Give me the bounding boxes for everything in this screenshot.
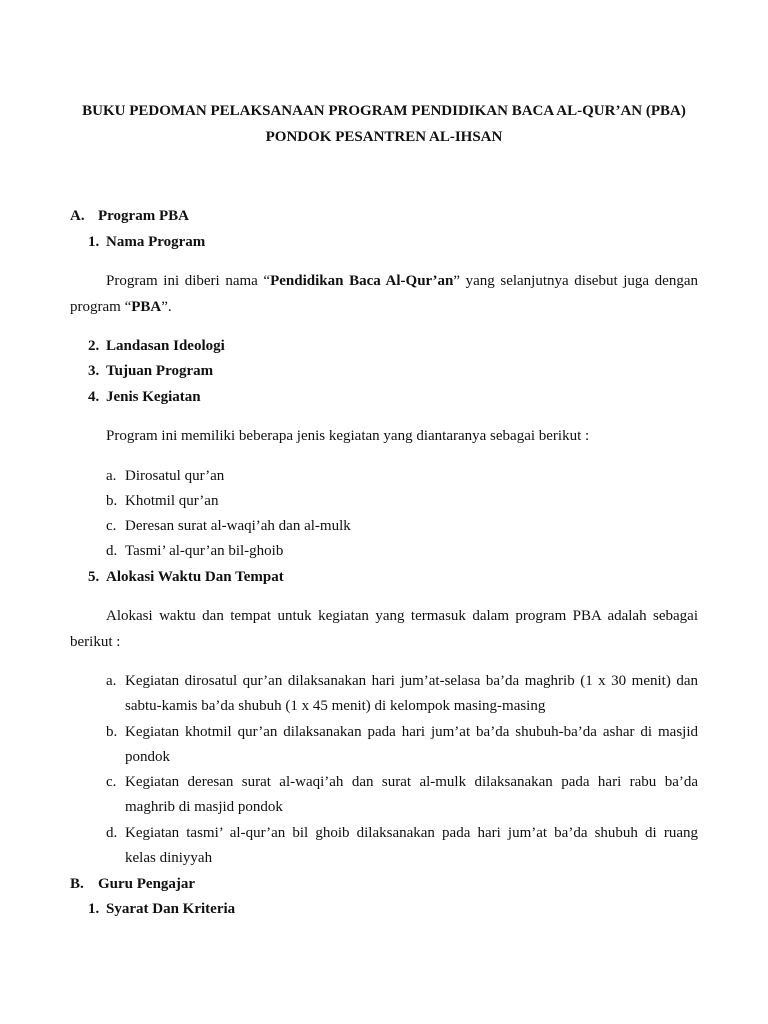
alokasi-intro-line1: Alokasi waktu dan tempat untuk kegiatan yang termasuk dalam program PBA adalah sebagai	[106, 608, 698, 624]
paragraph-nama-program-line2	[70, 298, 172, 316]
item-b1-heading: Syarat Dan Kriteria	[106, 901, 236, 917]
program-abbrev-bold: PBA	[131, 299, 162, 315]
list-item-marker: d.	[106, 825, 118, 841]
section-a-heading: Program PBA	[98, 208, 189, 224]
item-4-number: 4.	[88, 389, 100, 405]
item-1-heading: Nama Program	[106, 234, 206, 250]
paragraph-text: ” yang selanjutnya disebut juga dengan	[453, 273, 698, 289]
item-5-heading: Alokasi Waktu Dan Tempat	[106, 569, 284, 585]
item-4-heading: Jenis Kegiatan	[106, 389, 201, 405]
item-1-number: 1.	[88, 234, 100, 250]
paragraph-text: Program ini diberi nama “	[106, 273, 271, 289]
list-item-marker: d.	[106, 543, 118, 559]
list-item: Deresan surat al-waqi’ah dan al-mulk	[125, 518, 351, 534]
list-item-continuation: pondok	[125, 749, 170, 765]
list-item-marker: a.	[106, 673, 117, 689]
section-b-marker: B.	[70, 876, 84, 892]
paragraph-text: program “	[70, 299, 132, 315]
list-item-marker: b.	[106, 493, 118, 509]
list-item-marker: c.	[106, 518, 117, 534]
item-2-number: 2.	[88, 338, 100, 354]
list-item: Khotmil qur’an	[125, 493, 219, 509]
list-item-continuation: kelas diniyyah	[125, 850, 213, 866]
alokasi-intro-line2: berikut :	[70, 634, 121, 650]
list-item: Tasmi’ al-qur’an bil-ghoib	[125, 543, 284, 559]
list-item-continuation: maghrib di masjid pondok	[125, 799, 283, 815]
list-item-marker: a.	[106, 468, 117, 484]
item-3-number: 3.	[88, 363, 100, 379]
item-b1-number: 1.	[88, 901, 100, 917]
paragraph-nama-program-line1	[106, 272, 698, 290]
doc-title-line2: PONDOK PESANTREN AL-IHSAN	[265, 129, 503, 145]
doc-title-line1: BUKU PEDOMAN PELAKSANAAN PROGRAM PENDIDIKAN BACA AL-QUR’AN (PBA)	[82, 103, 686, 119]
list-item: Kegiatan tasmi’ al-qur’an bil ghoib dilaksanakan pada hari jum’at ba’da shubuh di ruang	[125, 825, 698, 841]
paragraph-text: ”.	[161, 299, 172, 315]
item-5-number: 5.	[88, 569, 100, 585]
program-name-bold: Pendidikan Baca Al-Qur’an	[270, 273, 454, 289]
section-b-heading: Guru Pengajar	[98, 876, 196, 892]
jenis-kegiatan-intro: Program ini memiliki beberapa jenis kegiatan yang diantaranya sebagai berikut :	[106, 428, 590, 444]
list-item: Dirosatul qur’an	[125, 468, 225, 484]
list-item: Kegiatan dirosatul qur’an dilaksanakan hari jum’at-selasa ba’da maghrib (1 x 30 menit) dan	[125, 673, 698, 689]
section-a-marker: A.	[70, 208, 85, 224]
list-item-continuation: sabtu-kamis ba’da shubuh (1 x 45 menit) di kelompok masing-masing	[125, 698, 546, 714]
list-item-marker: c.	[106, 774, 117, 790]
list-item-marker: b.	[106, 724, 118, 740]
list-item: Kegiatan khotmil qur’an dilaksanakan pada hari jum’at ba’da shubuh-ba’da ashar di masjid	[125, 724, 698, 740]
item-2-heading: Landasan Ideologi	[106, 338, 225, 354]
list-item: Kegiatan deresan surat al-waqi’ah dan surat al-mulk dilaksanakan pada hari rabu ba’da	[125, 774, 698, 790]
item-3-heading: Tujuan Program	[106, 363, 214, 379]
